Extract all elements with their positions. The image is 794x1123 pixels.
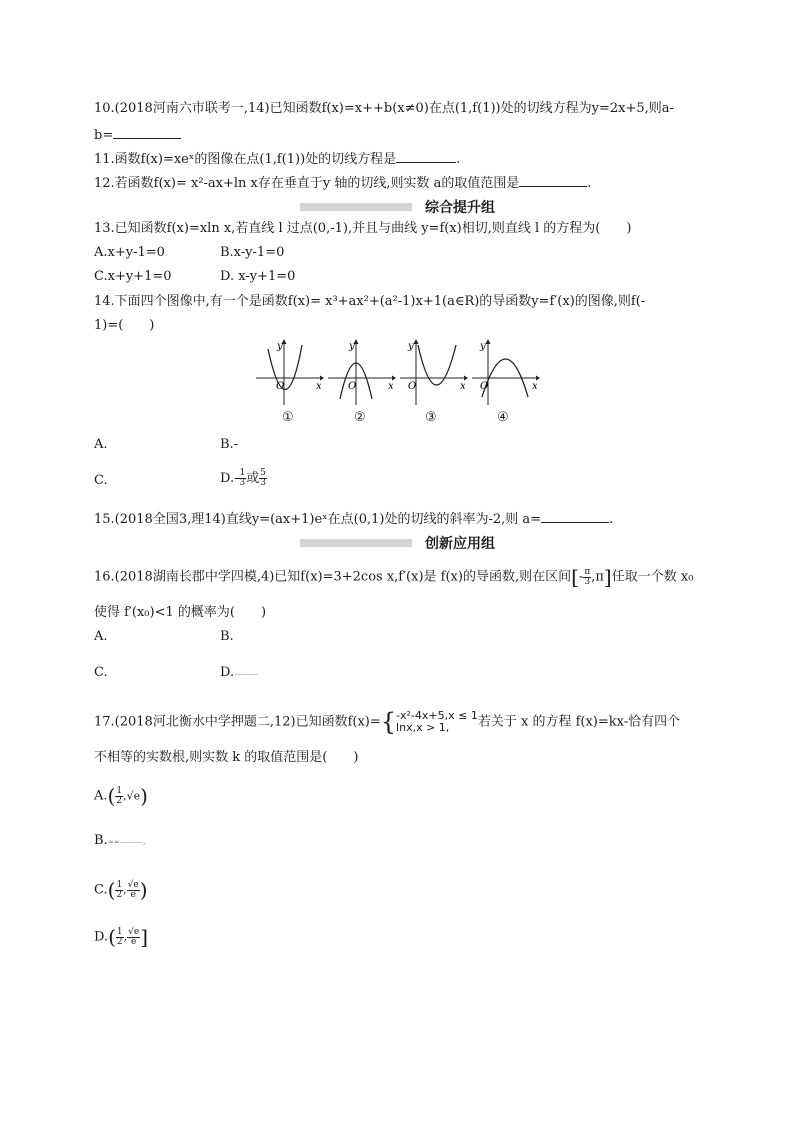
q17-line2: 不相等的实数根,则实数 k 的取值范围是( ) <box>94 750 359 765</box>
q17-option-b <box>94 833 145 850</box>
right-bracket: ] <box>603 565 612 589</box>
left-bracket: [ <box>571 565 579 589</box>
q10-line1: 10.(2018河南六市联考一,14)已知函数f(x)=x++b(x≠0)在点(1,f(1))处的切线方程为y=2x+5,则a- <box>94 101 674 116</box>
q17-option-a: A.( $\frac{1}{2}$ ,√e) <box>94 784 148 808</box>
q16-option-b: B. <box>220 629 234 644</box>
q15-tail: . <box>609 512 614 527</box>
answer-blank <box>396 150 456 163</box>
q16-option-a: A. <box>94 629 108 644</box>
y-axis-label: y <box>349 341 355 352</box>
q17-option-c: C.( $\frac{1}{2}$ , $\frac{√e}{e}$ ) <box>94 878 148 902</box>
numerator: √e <box>128 926 140 937</box>
graph-label-4: ④ <box>497 410 509 425</box>
origin-label: O <box>408 381 417 392</box>
q16-tail: 任取一个数 x₀ <box>611 569 694 585</box>
q13-option-d: D. x-y+1=0 <box>220 269 296 284</box>
graph-2 <box>326 337 396 407</box>
q10-line2 <box>94 126 181 144</box>
x-axis-label: x <box>316 381 322 392</box>
q17-option-d: D.( $\frac{1}{2}$ , $\frac{√e}{e}$ ] <box>94 925 149 949</box>
q16-text: 16.(2018湖南长郡中学四模,4)已知f(x)=3+2cos x,f′(x)是 f(x)的导函数,则在区间 <box>94 569 572 585</box>
garbled-formula: ≈≈⸺⸺, <box>107 838 146 846</box>
q16-option-c: C. <box>94 665 108 680</box>
y-axis-label: y <box>277 341 283 352</box>
q14-line2: 1)=( ) <box>94 318 155 333</box>
minus-sign: - <box>578 569 584 585</box>
numerator: 1 <box>116 785 123 796</box>
origin-label: O <box>348 381 357 392</box>
answer-blank <box>519 174 587 187</box>
q13-option-b: B.x-y-1=0 <box>220 245 285 260</box>
q14-option-b: B.- <box>220 437 239 452</box>
q13-option-c: C.x+y+1=0 <box>94 269 172 284</box>
q17-line1 <box>94 710 680 734</box>
section-header-innovation <box>300 534 508 550</box>
x-axis-label: x <box>532 381 538 392</box>
origin-label: O <box>480 381 489 392</box>
fraction <box>115 881 123 900</box>
piecewise-cases <box>396 710 478 734</box>
case-2: lnx,x > 1, <box>396 721 450 734</box>
numerator: √e <box>127 879 139 890</box>
sqrt-e: √e <box>126 789 141 803</box>
graph-1 <box>254 337 324 407</box>
right-paren: ) <box>139 878 148 902</box>
fraction <box>116 928 124 947</box>
q11-text: 11.函数f(x)=xeˣ的图像在点(1,f(1))处的切线方程是 <box>94 152 397 167</box>
q14-line1: 14.下面四个图像中,有一个是函数f(x)= x³+ax²+(a²-1)x+1(a∈R)的导函数y=f′(x)的图像,则f(- <box>94 294 646 309</box>
x-axis-label: x <box>388 381 394 392</box>
denominator: e <box>130 889 136 900</box>
numerator: 1 <box>239 468 246 478</box>
graph-label-3: ③ <box>425 410 437 425</box>
section-title: 创新应用组 <box>425 536 495 552</box>
origin-label: O <box>276 381 285 392</box>
q15 <box>94 510 613 528</box>
section-bar <box>300 203 412 211</box>
graph-label-2: ② <box>354 410 366 425</box>
y-axis-label: y <box>480 341 486 352</box>
interval-end: ,π <box>591 569 604 585</box>
q17-text: 17.(2018河北衡水中学押题二,12)已知函数f(x)= <box>94 714 381 730</box>
q14-option-c: C. <box>94 473 108 488</box>
q17-tail: 若关于 x 的方程 f(x)=kx-恰有四个 <box>477 714 681 730</box>
denominator: e <box>131 936 137 947</box>
denominator: 2 <box>116 936 123 947</box>
q16-line2: 使得 f′(x₀)<1 的概率为( ) <box>94 605 267 620</box>
fraction <box>127 928 140 947</box>
denominator: 3 <box>239 478 246 488</box>
option-label: B. <box>94 833 108 848</box>
denominator: 3 <box>260 478 266 488</box>
right-paren: ) <box>140 784 148 808</box>
q13-option-a: A.x+y-1=0 <box>94 245 165 260</box>
q11 <box>94 150 460 168</box>
option-label: D. <box>94 929 109 945</box>
q10-line2-text: b= <box>94 128 114 143</box>
q16-line1 <box>94 567 693 587</box>
section-header-comprehensive <box>300 198 508 214</box>
q13-stem: 13.已知函数f(x)=xln x,若直线 l 过点(0,-1),并且与曲线 y=f(x)相切,则直线 l 的方程为( ) <box>94 221 632 236</box>
q14-d-mid: 或 <box>246 471 260 486</box>
denominator: 2 <box>116 795 123 806</box>
y-axis-label: y <box>408 341 414 352</box>
graph-label-1: ① <box>282 410 294 425</box>
option-label: A. <box>94 788 108 804</box>
q16-option-d <box>220 665 258 682</box>
answer-blank <box>113 126 181 139</box>
q12-text: 12.若函数f(x)= x²-ax+ln x存在垂直于y 轴的切线,则实数 a的取值范围是 <box>94 176 520 191</box>
right-bracket: ] <box>140 925 149 949</box>
left-paren: ( <box>107 784 116 808</box>
graph-4 <box>470 337 540 407</box>
numerator: 1 <box>116 879 123 890</box>
q12 <box>94 174 592 192</box>
left-paren: ( <box>107 878 116 902</box>
fraction <box>259 469 267 488</box>
graph-3 <box>398 337 468 407</box>
numerator: 1 <box>116 926 123 937</box>
q14-option-d <box>220 469 267 488</box>
left-paren: ( <box>108 925 116 949</box>
garbled-formula: ⸺⸺ <box>234 670 258 678</box>
fraction <box>127 881 140 900</box>
x-axis-label: x <box>460 381 466 392</box>
denominator: 2 <box>116 889 123 900</box>
section-title: 综合提升组 <box>425 200 495 216</box>
q14-d-prefix: D.- <box>220 471 239 486</box>
case-1: -x²-4x+5,x ≤ 1 <box>396 709 478 722</box>
left-brace: { <box>380 708 397 736</box>
fraction <box>115 787 123 806</box>
section-bar <box>300 539 412 547</box>
q14-option-a: A. <box>94 437 108 452</box>
numerator: π <box>584 566 591 577</box>
option-label: C. <box>94 882 108 898</box>
option-label: D. <box>220 665 235 680</box>
answer-blank <box>541 510 609 523</box>
q12-tail: . <box>587 176 592 191</box>
q15-text: 15.(2018全国3,理14)直线y=(ax+1)eˣ在点(0,1)处的切线的斜率为-2,则 a= <box>94 512 542 527</box>
numerator: 5 <box>260 468 266 478</box>
denominator: 3 <box>584 576 591 587</box>
q11-tail: . <box>456 152 461 167</box>
